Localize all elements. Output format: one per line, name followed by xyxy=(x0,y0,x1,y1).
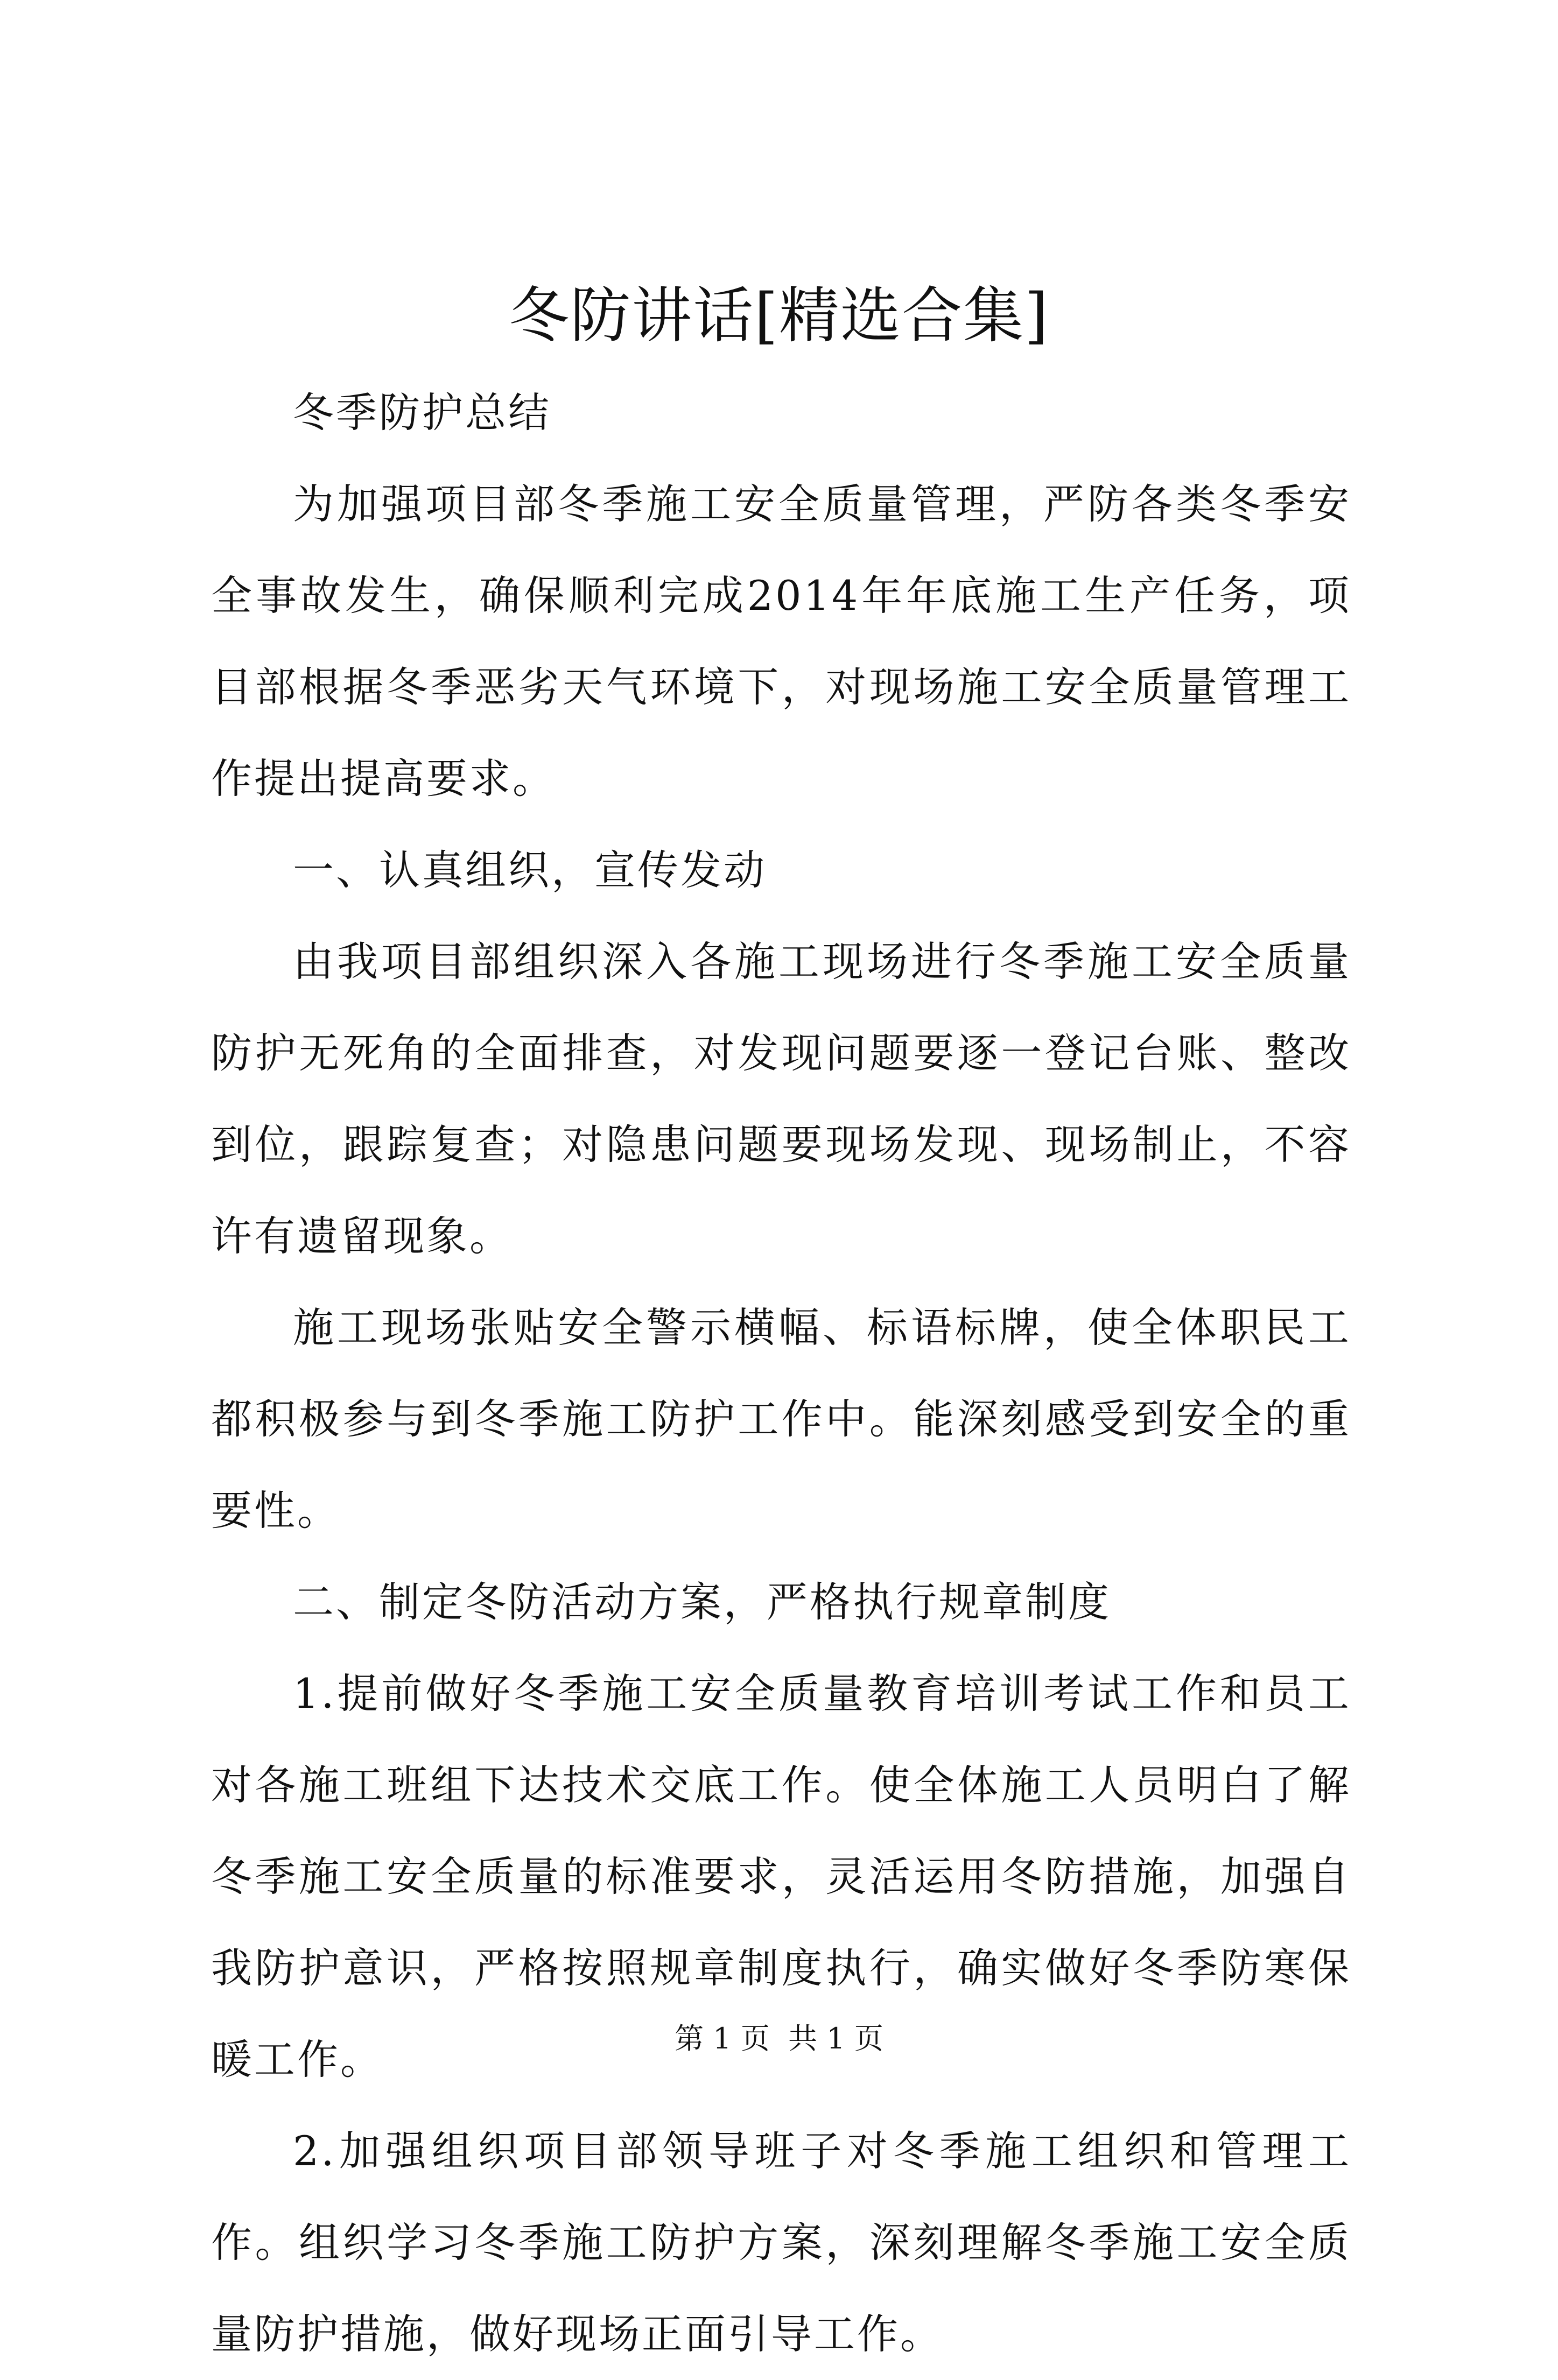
section-heading-2: 二、制定冬防活动方案，严格执行规章制度 xyxy=(293,1578,1111,1626)
paragraph-inspection: 由我项目部组织深入各施工现场进行冬季施工安全质量防护无死角的全面排查，对发现问题要逐一登记台账、整改到位，跟踪复查；对隐患问题要现场发现、现场制止，不容许有遗留现象。 xyxy=(211,938,1351,1260)
footer-spacer xyxy=(770,2022,788,2055)
paragraph-item-2: 2.加强组织项目部领导班子对冬季施工组织和管理工作。组织学习冬季施工防护方案，深刻理解冬季施工安全质量防护措施，做好现场正面引导工作。 xyxy=(211,2127,1351,2358)
document-title: 冬防讲话[精选合集] xyxy=(509,281,1049,351)
paragraph-subtitle: 冬季防护总结 xyxy=(293,389,551,436)
page-total: 共 1 页 xyxy=(788,2022,883,2055)
page-number: 第 1 页 xyxy=(675,2022,770,2055)
paragraph-item-1: 1.提前做好冬季施工安全质量教育培训考试工作和员工对各施工班组下达技术交底工作。使全体施工人员明白了解冬季施工安全质量的标准要求，灵活运用冬防措施，加强自我防护意识，严格按照规章制度执行，确实做好冬季防寒保暖工作。 xyxy=(211,1670,1351,2083)
paragraph-banners: 施工现场张贴安全警示横幅、标语标牌，使全体职民工都积极参与到冬季施工防护工作中。能深刻感受到安全的重要性。 xyxy=(211,1304,1351,1534)
section-heading-1: 一、认真组织，宣传发动 xyxy=(293,846,767,894)
page-footer xyxy=(0,2017,1558,2060)
paragraph-intro: 为加强项目部冬季施工安全质量管理，严防各类冬季安全事故发生，确保顺利完成2014年年底施工生产任务，项目部根据冬季恶劣天气环境下，对现场施工安全质量管理工作提出提高要求。 xyxy=(211,480,1351,802)
document-body xyxy=(211,367,1351,2380)
